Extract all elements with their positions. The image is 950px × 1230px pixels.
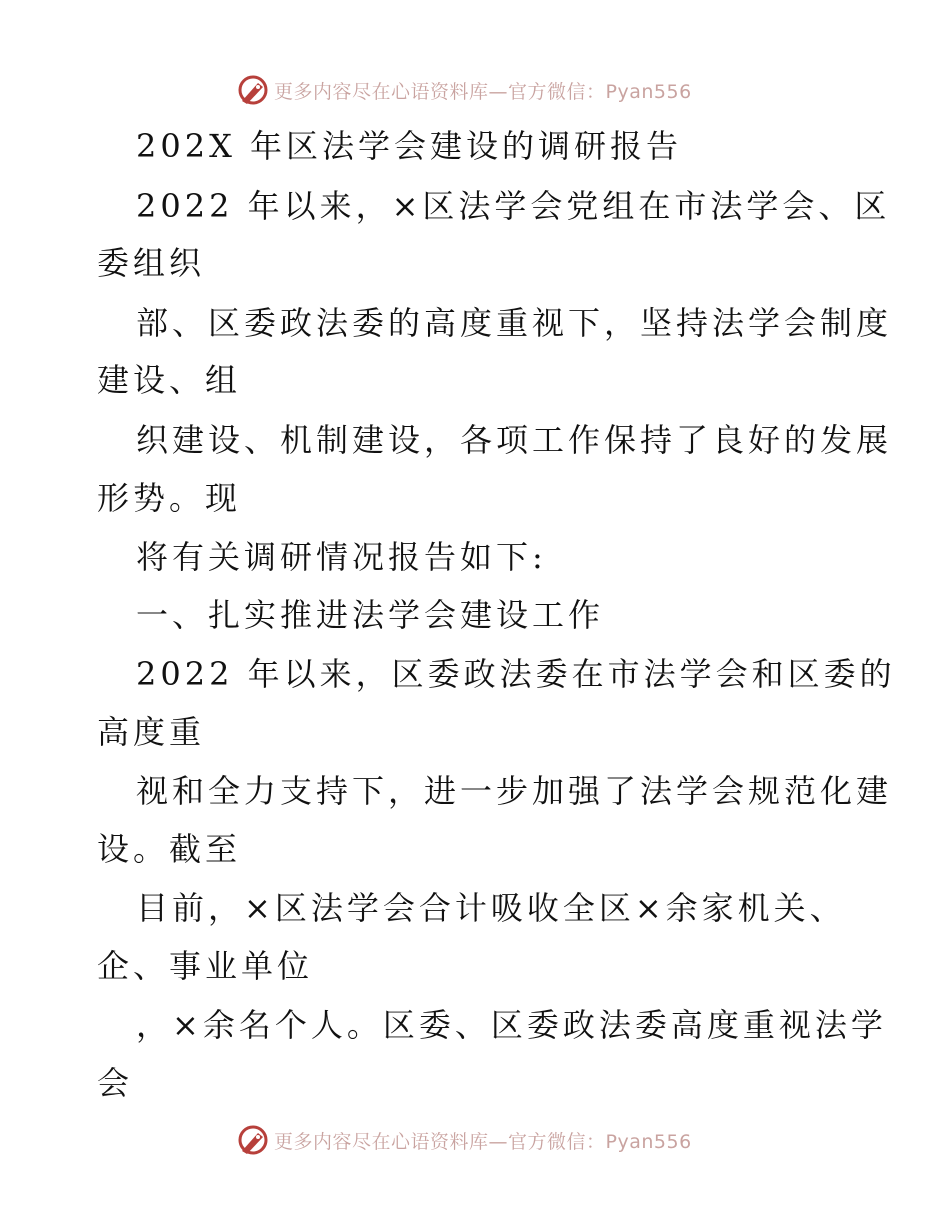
section-heading: 一、扎实推进法学会建设工作 [136, 596, 605, 634]
paragraph-line: 形势。现 [97, 479, 242, 517]
paragraph-line: 将有关调研情况报告如下: [136, 538, 547, 576]
watermark-text [274, 1127, 692, 1154]
paragraph-line: 部、区委政法委的高度重视下，坚持法学会制度 [136, 304, 893, 342]
paragraph-line: 视和全力支持下，进一步加强了法学会规范化建 [136, 772, 893, 810]
paragraph-line: 企、事业单位 [97, 947, 314, 985]
pen-nib-logo-icon [236, 73, 270, 107]
watermark-text [274, 77, 692, 104]
paragraph-line: 2022 年以来，区委政法委在市法学会和区委的 [136, 655, 896, 693]
paragraph-line: 织建设、机制建设，各项工作保持了良好的发展 [136, 421, 893, 459]
paragraph-line: 目前，×区法学会合计吸收全区×余家机关、 [136, 889, 846, 927]
pen-nib-logo-icon [236, 1123, 270, 1157]
watermark-wechat-id: Pyan556 [605, 1130, 692, 1153]
paragraph-line: ，×余名个人。区委、区委政法委高度重视法学 [136, 1006, 887, 1044]
paragraph-line: 建设、组 [97, 361, 242, 399]
footer-watermark [236, 1122, 692, 1158]
watermark-label: 更多内容尽在心语资料库—官方微信： [274, 1130, 606, 1153]
paragraph-line: 2022 年以来，×区法学会党组在市法学会、区 [136, 187, 891, 225]
paragraph-line: 委组织 [97, 244, 206, 282]
document-title: 202X 年区法学会建设的调研报告 [136, 127, 683, 165]
watermark-label: 更多内容尽在心语资料库—官方微信： [274, 80, 606, 103]
paragraph-line: 高度重 [97, 713, 206, 751]
paragraph-line: 会 [97, 1064, 134, 1102]
header-watermark [236, 72, 692, 108]
paragraph-line: 设。截至 [97, 830, 242, 868]
watermark-wechat-id: Pyan556 [605, 80, 692, 103]
